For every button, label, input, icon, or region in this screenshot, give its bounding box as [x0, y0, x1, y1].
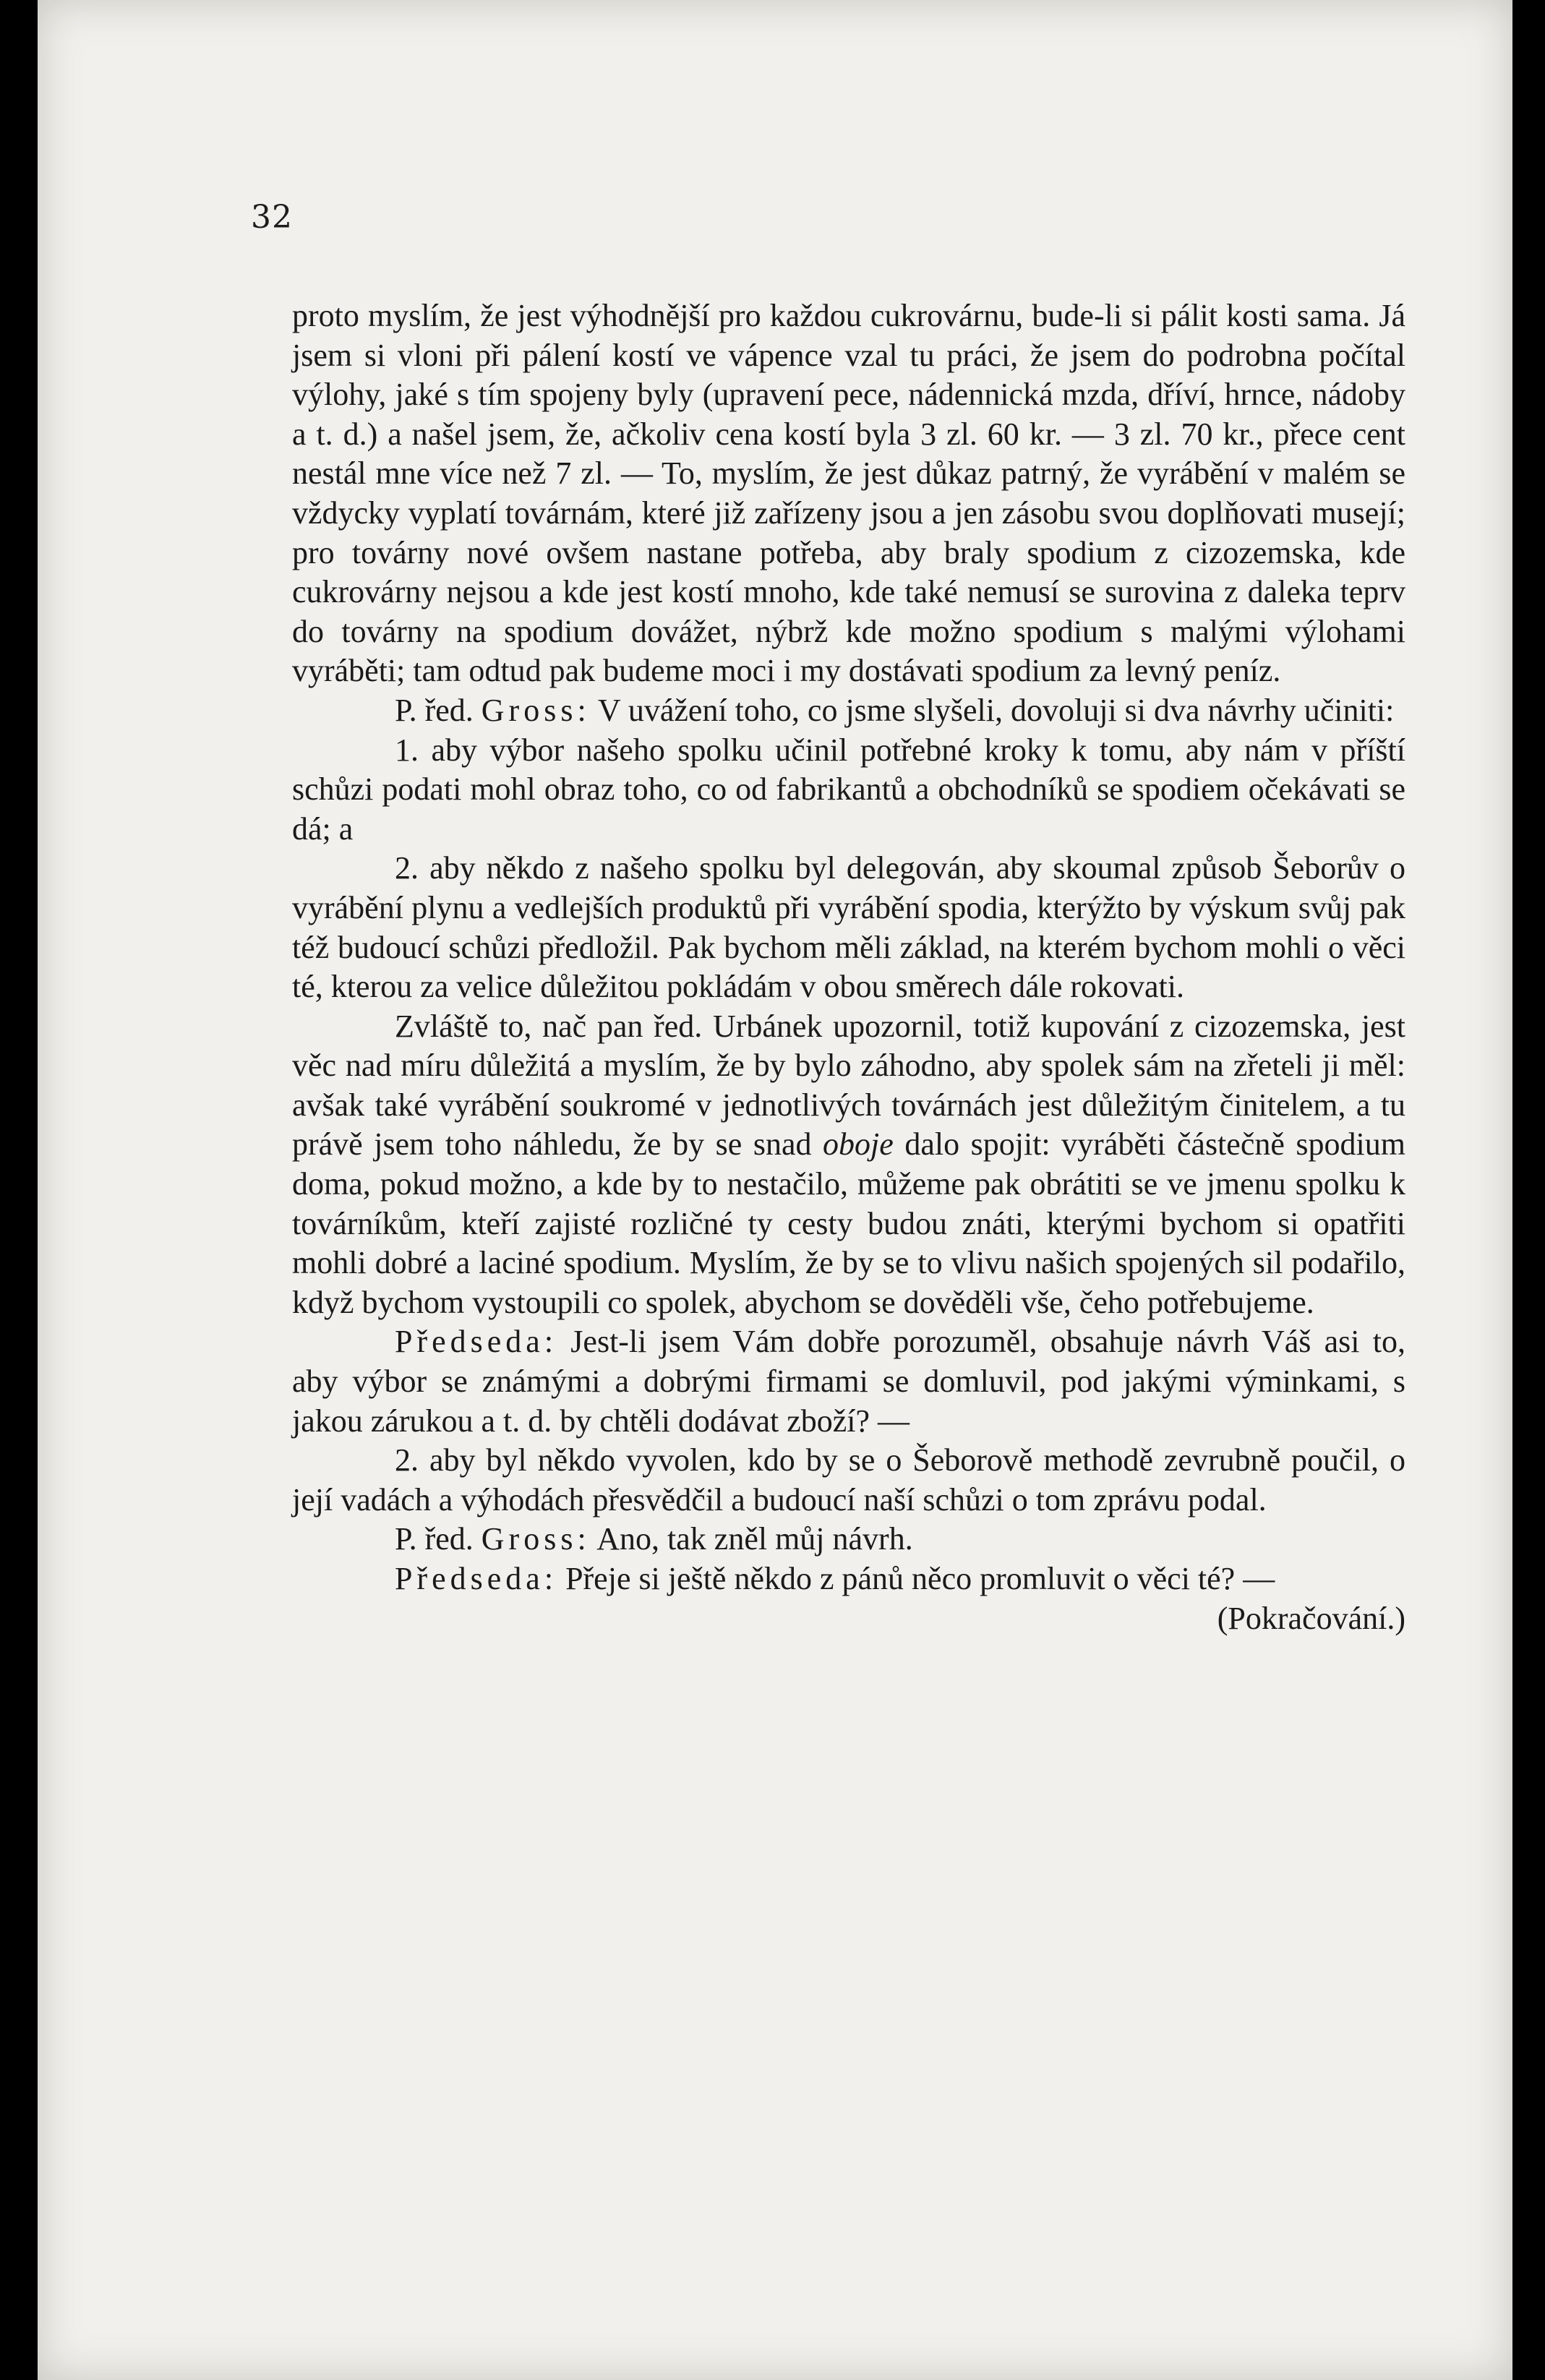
- paragraph-6-text: Jest-li jsem Vám dobře porozuměl, obsahuje návrh Váš asi to, aby výbor se známými a dobrými firmami se domluvil, pod jakými výminkami, s jakou zárukou a t. d. by chtěli dodávat zboží? —: [292, 1324, 1405, 1439]
- paragraph-5: [292, 1007, 1405, 1323]
- paragraph-5-text-after: dalo spojit: vyráběti částečně spodium doma, pokud možno, a kde by to nestačilo, můžeme pak obrátiti se ve jmenu spolku k továrníkům, kteří zajisté rozličné ty cesty budou znáti, kterými bychom si opatřiti mohli dobré a laciné spodium. Myslím, že by se to vlivu našich spojených sil podařilo, když bychom vystoupili co spolek, abychom se dověděli vše, čeho potřebujeme.: [292, 1126, 1405, 1320]
- document-page: [38, 0, 1512, 2380]
- continuation-note: (Pokračování.): [1217, 1600, 1405, 1636]
- speaker-name: Gross:: [481, 692, 591, 728]
- paragraph-9: [292, 1559, 1405, 1636]
- page-number: 32: [251, 199, 293, 236]
- paragraph-9-text: Přeje si ještě někdo z pánů něco promluvit o věci té? —: [557, 1561, 1275, 1596]
- paragraph-1: proto myslím, že jest výhodnější pro každou cukrovárnu, bude-li si pálit kosti sama. Já jsem si vloni při pálení kostí ve vápence vzal tu práci, že jsem do podrobna počítal výlohy, jaké s tím spojeny byly (upravení pece, nádennická mzda, dříví, hrnce, nádoby a t. d.) a našel jsem, že, ačkoliv cena kostí byla 3 zl. 60 kr. — 3 zl. 70 kr., přece cent nestál mne více než 7 zl. — To, myslím, že jest důkaz patrný, že vyrábění v malém se vždycky vyplatí továrnám, které již zařízeny jsou a jen zásobu svou doplňovati musejí; pro továrny nové ovšem nastane potřeba, aby braly spodium z cizozemska, kde cukrovárny nejsou a kde jest kostí mnoho, kde také nemusí se surovina z daleka teprv do továrny na spodium dovážet, nýbrž kde možno spodium s malými výlohami vyráběti; tam odtud pak budeme moci i my dostávati spodium za levný peníz.: [292, 298, 1405, 689]
- emphasis-word: oboje: [823, 1126, 894, 1163]
- paragraph-7: 2. aby byl někdo vyvolen, kdo by se o Šeborově methodě zevrubně poučil, o její vadách a výhodách přesvědčil a budoucí naší schůzi o tom zprávu podal.: [292, 1442, 1405, 1518]
- speaker-name: Předseda:: [395, 1324, 558, 1360]
- paragraph-6: [292, 1322, 1405, 1441]
- paragraph-3: 1. aby výbor našeho spolku učinil potřebné kroky k tomu, aby nám v příští schůzi podati mohl obraz toho, co od fabrikantů a obchodníků se spodiem očekávati se dá; a: [292, 732, 1405, 847]
- paragraph-8-text: Ano, tak zněl můj návrh.: [590, 1521, 913, 1557]
- paragraph-8: [292, 1520, 1405, 1559]
- paragraph-2: [292, 691, 1405, 731]
- paragraph-2-text: V uvážení toho, co jsme slyšeli, dovoluji si dva návrhy učiniti:: [590, 692, 1395, 728]
- body-text: [292, 296, 1405, 1638]
- paragraph-5-text-before: Zvláště to, nač pan řed. Urbánek upozornil, totiž kupování z cizozemska, jest věc nad míru důležitá a myslím, že by bylo záhodno, aby spolek sám na zřeteli ji měl: avšak také vyrábění soukromé v jednotlivých továrnách jest důležitým činitelem, a tu právě jsem toho náhledu, že by se snad: [292, 1008, 1405, 1163]
- speaker-prefix: P. řed.: [395, 692, 474, 728]
- paragraph-4: 2. aby někdo z našeho spolku byl delegován, aby skoumal způsob Šeborův o vyrábění plynu a vedlejších produktů při vyrábění spodia, kterýžto by výskum svůj pak též budoucí schůzi předložil. Pak bychom měli základ, na kterém bychom mohli o věci té, kterou za velice důležitou pokládám v obou směrech dále rokovati.: [292, 850, 1405, 1005]
- speaker-prefix: P. řed.: [395, 1521, 474, 1557]
- speaker-name: Gross:: [481, 1521, 591, 1557]
- speaker-name: Předseda:: [395, 1561, 558, 1596]
